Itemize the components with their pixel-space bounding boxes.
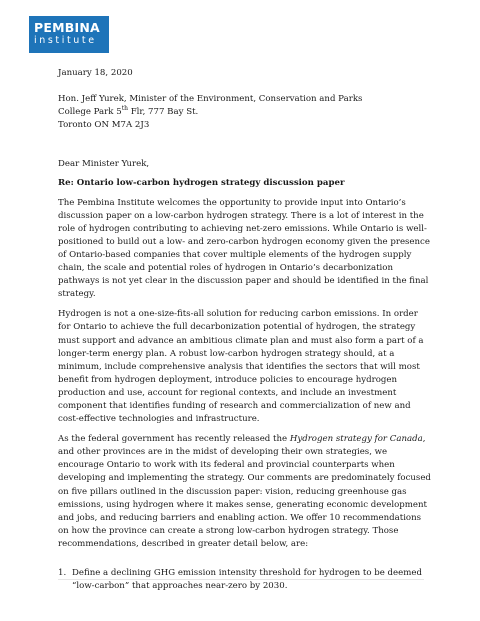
subject-line: Re: Ontario low-carbon hydrogen strategy discussion paper (58, 178, 345, 189)
address-line-1: Hon. Jeff Yurek, Minister of the Environment, Conservation and Parks (58, 94, 363, 105)
paragraph-3-start: As the federal government has recently released the (58, 434, 290, 445)
paragraph-1: The Pembina Institute welcomes the opportunity to provide input into Ontario’s discussion paper on a low-carbon hydrogen strategy. There is a lot of interest in the role of hydrogen contributing to achieving net-zero emissions. While Ontario is well-positioned to build out a low- and zero-carbon hydrogen economy given the presence of Ontario-based companies that cover multiple elements of the hydrogen supply chain, the scale and potential roles of hydrogen in Ontario’s decarbonization pathways is not yet clear in the discussion paper and should be identified in the final strategy. (58, 197, 430, 300)
address-line-2-start: College Park 5 (58, 107, 122, 118)
paragraph-3-end: , and other provinces are in the midst of developing their own strategies, we encourage Ontario to work with its federal and provincial counterparts when developing and implementing the strategy. Our comments are predominately focused on five pillars outlined in the discussion paper: vision, reducing greenhouse gas emissions, using hydrogen where it makes sense, generating economic development and jobs, and reducing barriers and enabling action. We offer 10 recommendations on how the province can create a strong low-carbon hydrogen strategy. Those recommendations, described in greater detail below, are: (58, 434, 431, 549)
paragraph-3 (58, 433, 433, 551)
recipient-address (58, 93, 433, 132)
logo-subtitle: institute (34, 35, 97, 46)
address-line-2-end: Flr, 777 Bay St. (127, 107, 199, 118)
list-item (58, 567, 433, 593)
list-item-text: Define a declining GHG emission intensity threshold for hydrogen to be deemed “low-carbon” that approaches near-zero by 2030. (72, 568, 422, 592)
recommendations-list (58, 567, 433, 593)
pembina-institute-logo (29, 16, 109, 53)
address-line-2 (58, 106, 433, 119)
address-line-2-superscript: th (121, 105, 128, 113)
list-item-number: 1. (58, 568, 67, 578)
logo-wordmark: PEMBINA (34, 20, 100, 35)
letter-date: January 18, 2020 (58, 68, 133, 78)
letter-body (58, 67, 433, 593)
page-footer-divider (58, 579, 424, 580)
salutation: Dear Minister Yurek, (58, 159, 150, 170)
address-line-3: Toronto ON M7A 2J3 (58, 120, 150, 131)
paragraph-2: Hydrogen is not a one-size-fits-all solution for reducing carbon emissions. In order for Ontario to achieve the full decarbonization potential of hydrogen, the strategy must support and advance an ambitious climate plan and must also form a part of a longer-term energy plan. A robust low-carbon hydrogen strategy should, at a minimum, include comprehensive analysis that identifies the sectors that will most benefit from hydrogen deployment, introduce policies to encourage hydrogen production and use, account for regional contexts, and include an investment component that identifies funding of research and commercialization of new and cost-effective technologies and infrastructure. (58, 309, 424, 425)
strategy-title: Hydrogen strategy for Canada (289, 434, 423, 445)
